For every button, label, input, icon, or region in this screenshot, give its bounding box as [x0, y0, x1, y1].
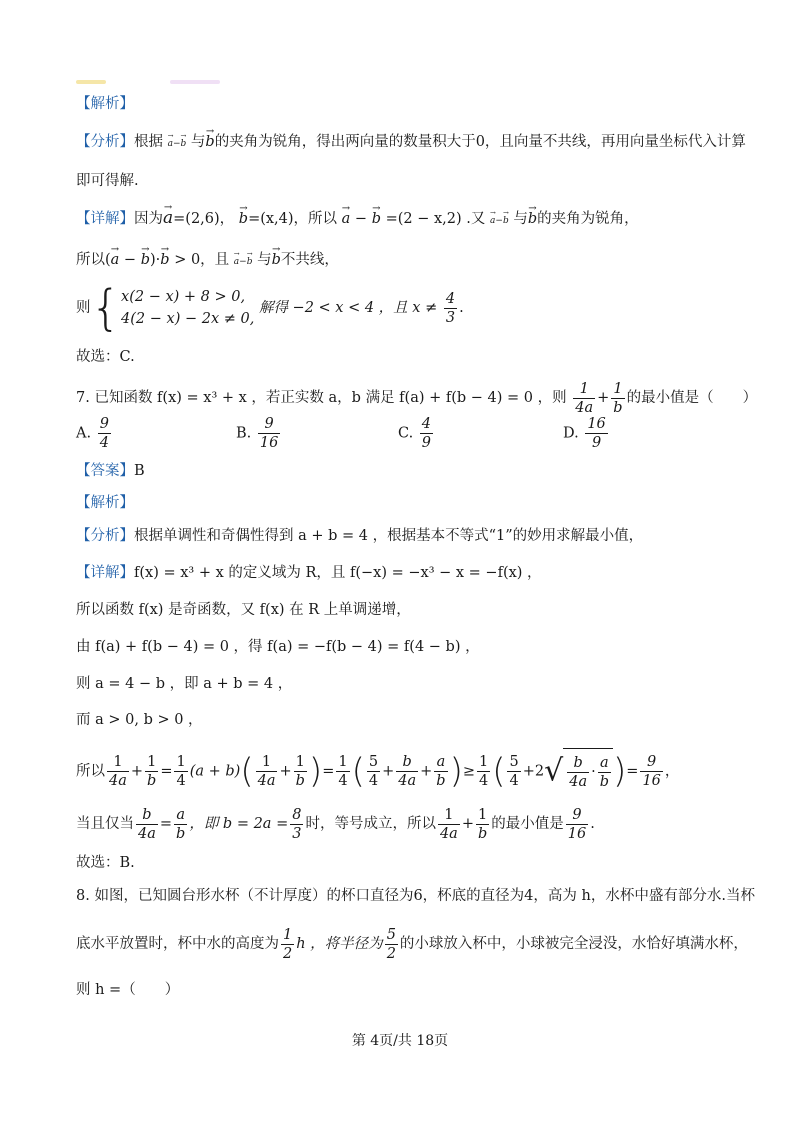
- denominator: 3: [292, 825, 302, 842]
- detail-line: 则 a = 4 − b ，即 a + b = 4 ，: [76, 676, 293, 692]
- denominator: 3: [445, 309, 456, 326]
- fraction: [566, 806, 588, 843]
- equality-condition: 当且仅当 $\frac{b}{4a}$ = $\frac{a}{b}$ ，即 b = 2a = $\frac{8}{3}$ 时，等号成立，所以 $\frac{1}{4a}$ + $\frac{1}{b}$ 的最小值是 $\frac{9}{16}$ .: [76, 806, 595, 842]
- fraction: [107, 753, 129, 790]
- vector-b: → b: [239, 209, 248, 229]
- numerator: 1: [478, 754, 489, 770]
- text: ≥: [462, 763, 475, 780]
- answer-tag: 【答案】: [76, 463, 134, 479]
- denominator: 4: [478, 773, 489, 789]
- text: (a + b): [189, 763, 241, 780]
- vector-a: → a: [163, 208, 173, 228]
- text: =(x,4)，所以: [248, 211, 338, 227]
- text: =: [322, 763, 335, 780]
- text: 解得 −2 < x < 4 ，且 x ≠: [258, 300, 438, 316]
- option-label: B.: [236, 425, 252, 442]
- answer-value: B: [134, 463, 145, 479]
- numerator: 8: [292, 806, 302, 823]
- numerator: 16: [587, 416, 606, 432]
- denominator: 4: [338, 773, 348, 789]
- text: +: [597, 390, 610, 406]
- text: =: [160, 763, 173, 780]
- denominator: 4: [368, 773, 379, 789]
- denominator: 2: [386, 945, 396, 962]
- option-c: [398, 415, 435, 452]
- denominator: 4: [509, 773, 519, 789]
- detail-tag: 【详解】: [76, 211, 134, 227]
- numerator: a: [174, 806, 187, 825]
- text: 时，等号成立，所以: [305, 816, 436, 832]
- numerator: 9: [566, 806, 588, 825]
- left-paren: (: [351, 751, 365, 792]
- denominator: 4a: [569, 773, 588, 790]
- header-decoration: [170, 80, 220, 84]
- numerator: 1: [107, 753, 129, 772]
- sqrt-content: $\frac{b}{4a}$ · $\frac{a}{b}$: [563, 748, 613, 795]
- fraction: [611, 380, 624, 417]
- sqrt-sign: √: [544, 753, 564, 789]
- answer-line: [76, 461, 736, 481]
- fraction: [507, 753, 520, 790]
- fraction: [434, 753, 447, 790]
- denominator: 16: [642, 773, 661, 789]
- text: h ，将半径为: [296, 936, 383, 952]
- analysis-tag: 【分析】: [76, 528, 134, 544]
- system-line: 4(2 − x) − 2x ≠ 0,: [121, 311, 255, 327]
- question-7-stem: [76, 378, 758, 418]
- text: 所以(: [76, 252, 111, 268]
- question-8-stem: 则 h =（ ）: [76, 982, 180, 998]
- numerator: 1: [145, 753, 158, 772]
- numerator: 1: [476, 806, 489, 825]
- text: 因为: [134, 211, 163, 227]
- vector-a: → a: [234, 252, 239, 272]
- numerator: b: [396, 753, 418, 772]
- detail-line: [76, 563, 736, 583]
- denominator: 2: [283, 945, 293, 962]
- denominator: b: [613, 399, 623, 416]
- vector-b: → b: [141, 250, 150, 270]
- text: =(2 − x,2) .又: [385, 211, 486, 227]
- fraction: [640, 753, 662, 790]
- numerator: 5: [509, 754, 519, 770]
- fraction: [396, 753, 418, 790]
- text: 与: [257, 252, 272, 268]
- right-paren: ): [613, 751, 627, 792]
- denominator: 4: [176, 773, 186, 789]
- inequality-system: [76, 280, 736, 336]
- text: =(2,6)，: [173, 211, 235, 227]
- right-paren: ): [449, 751, 463, 792]
- denominator: 4a: [398, 773, 417, 789]
- header-decoration: [76, 80, 106, 84]
- denominator: 4a: [439, 825, 458, 842]
- numerator: 1: [573, 380, 595, 399]
- numerator: 1: [294, 753, 307, 772]
- denominator: 4a: [109, 773, 127, 789]
- numerator: b: [567, 754, 589, 773]
- fraction: [256, 753, 278, 790]
- fraction: [477, 753, 490, 790]
- option-label: D.: [563, 425, 579, 442]
- vector-b: → b: [181, 134, 187, 154]
- left-paren: (: [240, 751, 254, 792]
- question-8-stem: 8. 如图，已知圆台形水杯（不计厚度）的杯口直径为6，杯底的直径为4，高为 h，水杯中盛有部分水.当杯: [76, 888, 755, 904]
- fraction: [367, 753, 380, 790]
- fraction: [585, 415, 607, 452]
- fraction: [98, 415, 111, 452]
- text: .: [590, 816, 595, 832]
- numerator: 5: [368, 754, 379, 770]
- question-8-stem: [76, 922, 748, 966]
- denominator: 4a: [575, 399, 594, 416]
- section-label-jiexi: 【解析】: [76, 495, 134, 511]
- text: 根据: [134, 134, 163, 150]
- numerator: 9: [258, 415, 280, 434]
- right-paren: ): [308, 751, 323, 792]
- option-d: [563, 415, 610, 452]
- numerator: 1: [338, 754, 348, 770]
- numerator: 1: [611, 380, 624, 399]
- numerator: 1: [283, 926, 293, 943]
- numerator: 4: [421, 416, 432, 432]
- text: 所以: [76, 763, 105, 780]
- denominator: b: [436, 773, 446, 789]
- fraction: [281, 926, 294, 963]
- analysis-line: 【分析】根据 → a−→ b 与→ b的夹角为锐角，得出两向量的数量积大于0，且向量不共线，再用向量坐标代入计算: [76, 132, 736, 154]
- text: f(x) = x³ + x 的定义域为 R，且 f(−x) = −x³ − x = −f(x) ，: [134, 565, 542, 581]
- text: > 0，且: [174, 252, 230, 268]
- system-line: x(2 − x) + 8 > 0,: [121, 289, 246, 305]
- vector-b: → b: [205, 132, 214, 152]
- choice-line: 故选：C.: [76, 349, 135, 365]
- numerator: 1: [176, 754, 186, 770]
- text: 当且仅当: [76, 816, 134, 832]
- detail-line: 由 f(a) + f(b − 4) = 0 ，得 f(a) = −f(b − 4) = f(4 − b) ，: [76, 639, 480, 655]
- denominator: b: [477, 825, 488, 842]
- analysis-line: 即可得解.: [76, 173, 139, 189]
- detail-line: 而 a > 0, b > 0 ，: [76, 712, 203, 728]
- denominator: b: [176, 825, 186, 842]
- fraction: [598, 754, 611, 791]
- fraction: [294, 753, 307, 790]
- detail-line: 所以(→ a − → b)·→ b > 0，且 → a−→ b 与→ b不共线，: [76, 250, 736, 272]
- fraction: [136, 806, 158, 843]
- left-brace: {: [90, 280, 122, 336]
- section-label-jiexi: 【解析】: [76, 96, 134, 112]
- analysis-line: [76, 526, 736, 546]
- numerator: a: [598, 754, 611, 773]
- denominator: 9: [591, 435, 602, 451]
- option-label: C.: [398, 425, 414, 442]
- detail-line: 【详解】因为→ a=(2,6)， → b=(x,4)，所以 → a − → b =(2 − x,2) .又 → a−→ b 与→ b的夹角为锐角，: [76, 208, 736, 231]
- numerator: 5: [386, 926, 396, 943]
- text: 7. 已知函数 f(x) = x³ + x ，若正实数 a，b 满足 f(a) + f(b − 4) = 0 ，则: [76, 390, 567, 406]
- text: 的最小值是: [491, 816, 564, 832]
- inequality-chain: 所以 $\frac{1}{4a}$ + $\frac{1}{b}$ = $\frac{1}{4}$ (a + b)( $\frac{1}{4a}$ + $\frac{1}{b}$ )= $\frac{1}{4}$ ( $\frac{5}{4}$ + $\frac{b}{4a}$ + $\frac{a}{b}$ )≥ $\frac{1}{4}$ ( $\frac{5}{4}$ +2√ $\frac{b}{4a}$ · $\frac{a}{b}$ )= $\frac{9}{16}$ ，: [76, 748, 736, 795]
- text: 的小球放入杯中，小球被完全浸没，水恰好填满水杯，: [399, 936, 748, 952]
- fraction: [438, 806, 460, 843]
- fraction: [145, 753, 158, 790]
- option-label: A.: [76, 425, 92, 442]
- denominator: 4: [99, 435, 109, 451]
- fraction: [385, 926, 398, 963]
- denominator: 4a: [138, 825, 156, 842]
- denominator: b: [599, 773, 610, 790]
- vector-b: → b: [272, 250, 281, 270]
- text: 底水平放置时，杯中水的高度为: [76, 936, 279, 952]
- choice-line: 故选：B.: [76, 855, 135, 871]
- text: 的最小值是（ ）: [626, 390, 758, 406]
- detail-line: 所以函数 f(x) 是奇函数，又 f(x) 在 R 上单调递增，: [76, 602, 411, 618]
- numerator: a: [434, 753, 447, 772]
- vector-b: → b: [247, 252, 253, 272]
- text: .: [459, 300, 464, 316]
- vector-b: → b: [160, 250, 169, 270]
- text: 2: [534, 763, 545, 780]
- fraction: [420, 415, 433, 452]
- denominator: 16: [567, 825, 587, 842]
- fraction: [567, 754, 589, 791]
- text: ，: [664, 763, 680, 780]
- text: ，即 b = 2a =: [189, 816, 289, 832]
- fraction: [476, 806, 489, 843]
- fraction: [336, 753, 349, 790]
- vector-a: → a: [111, 250, 120, 270]
- denominator: 9: [421, 435, 432, 451]
- denominator: b: [147, 773, 157, 789]
- vector-a: → a: [490, 211, 495, 231]
- option-a: [76, 415, 113, 452]
- text: =: [626, 763, 639, 780]
- denominator: 16: [259, 435, 279, 451]
- text: )·: [150, 252, 161, 268]
- vector-b: → b: [528, 209, 537, 229]
- fraction: [444, 290, 457, 327]
- numerator: 9: [640, 753, 662, 772]
- text: 根据单调性和奇偶性得到 a + b = 4 ，根据基本不等式“1”的妙用求解最小值，: [134, 528, 644, 544]
- text: 不共线，: [280, 252, 339, 268]
- text: 的夹角为锐角，: [537, 211, 639, 227]
- numerator: 9: [99, 416, 109, 432]
- numerator: 1: [256, 753, 278, 772]
- vector-b: → b: [372, 209, 381, 229]
- denominator: 4a: [257, 773, 276, 789]
- fraction: [258, 415, 280, 452]
- analysis-tag: 【分析】: [76, 134, 134, 150]
- text: 与: [190, 134, 206, 150]
- system-lines: [121, 286, 254, 330]
- fraction: [174, 806, 187, 843]
- option-b: [236, 415, 282, 452]
- vector-b: → b: [503, 211, 509, 231]
- fraction: [290, 806, 303, 843]
- fraction: [174, 753, 187, 790]
- numerator: b: [136, 806, 158, 825]
- denominator: b: [295, 773, 305, 789]
- numerator: 4: [445, 290, 456, 307]
- left-paren: (: [492, 751, 506, 792]
- fraction: [573, 380, 595, 417]
- detail-tag: 【详解】: [76, 565, 134, 581]
- text: 的夹角为锐角，得出两向量的数量积大于0，且向量不共线，再用向量坐标代入计算: [214, 134, 746, 150]
- text: 与: [513, 211, 528, 227]
- numerator: 1: [438, 806, 460, 825]
- vector-a: → a: [168, 134, 173, 154]
- text: 则: [76, 300, 91, 316]
- page-footer: 第 4页/共 18页: [351, 1033, 449, 1049]
- vector-a: → a: [342, 209, 351, 229]
